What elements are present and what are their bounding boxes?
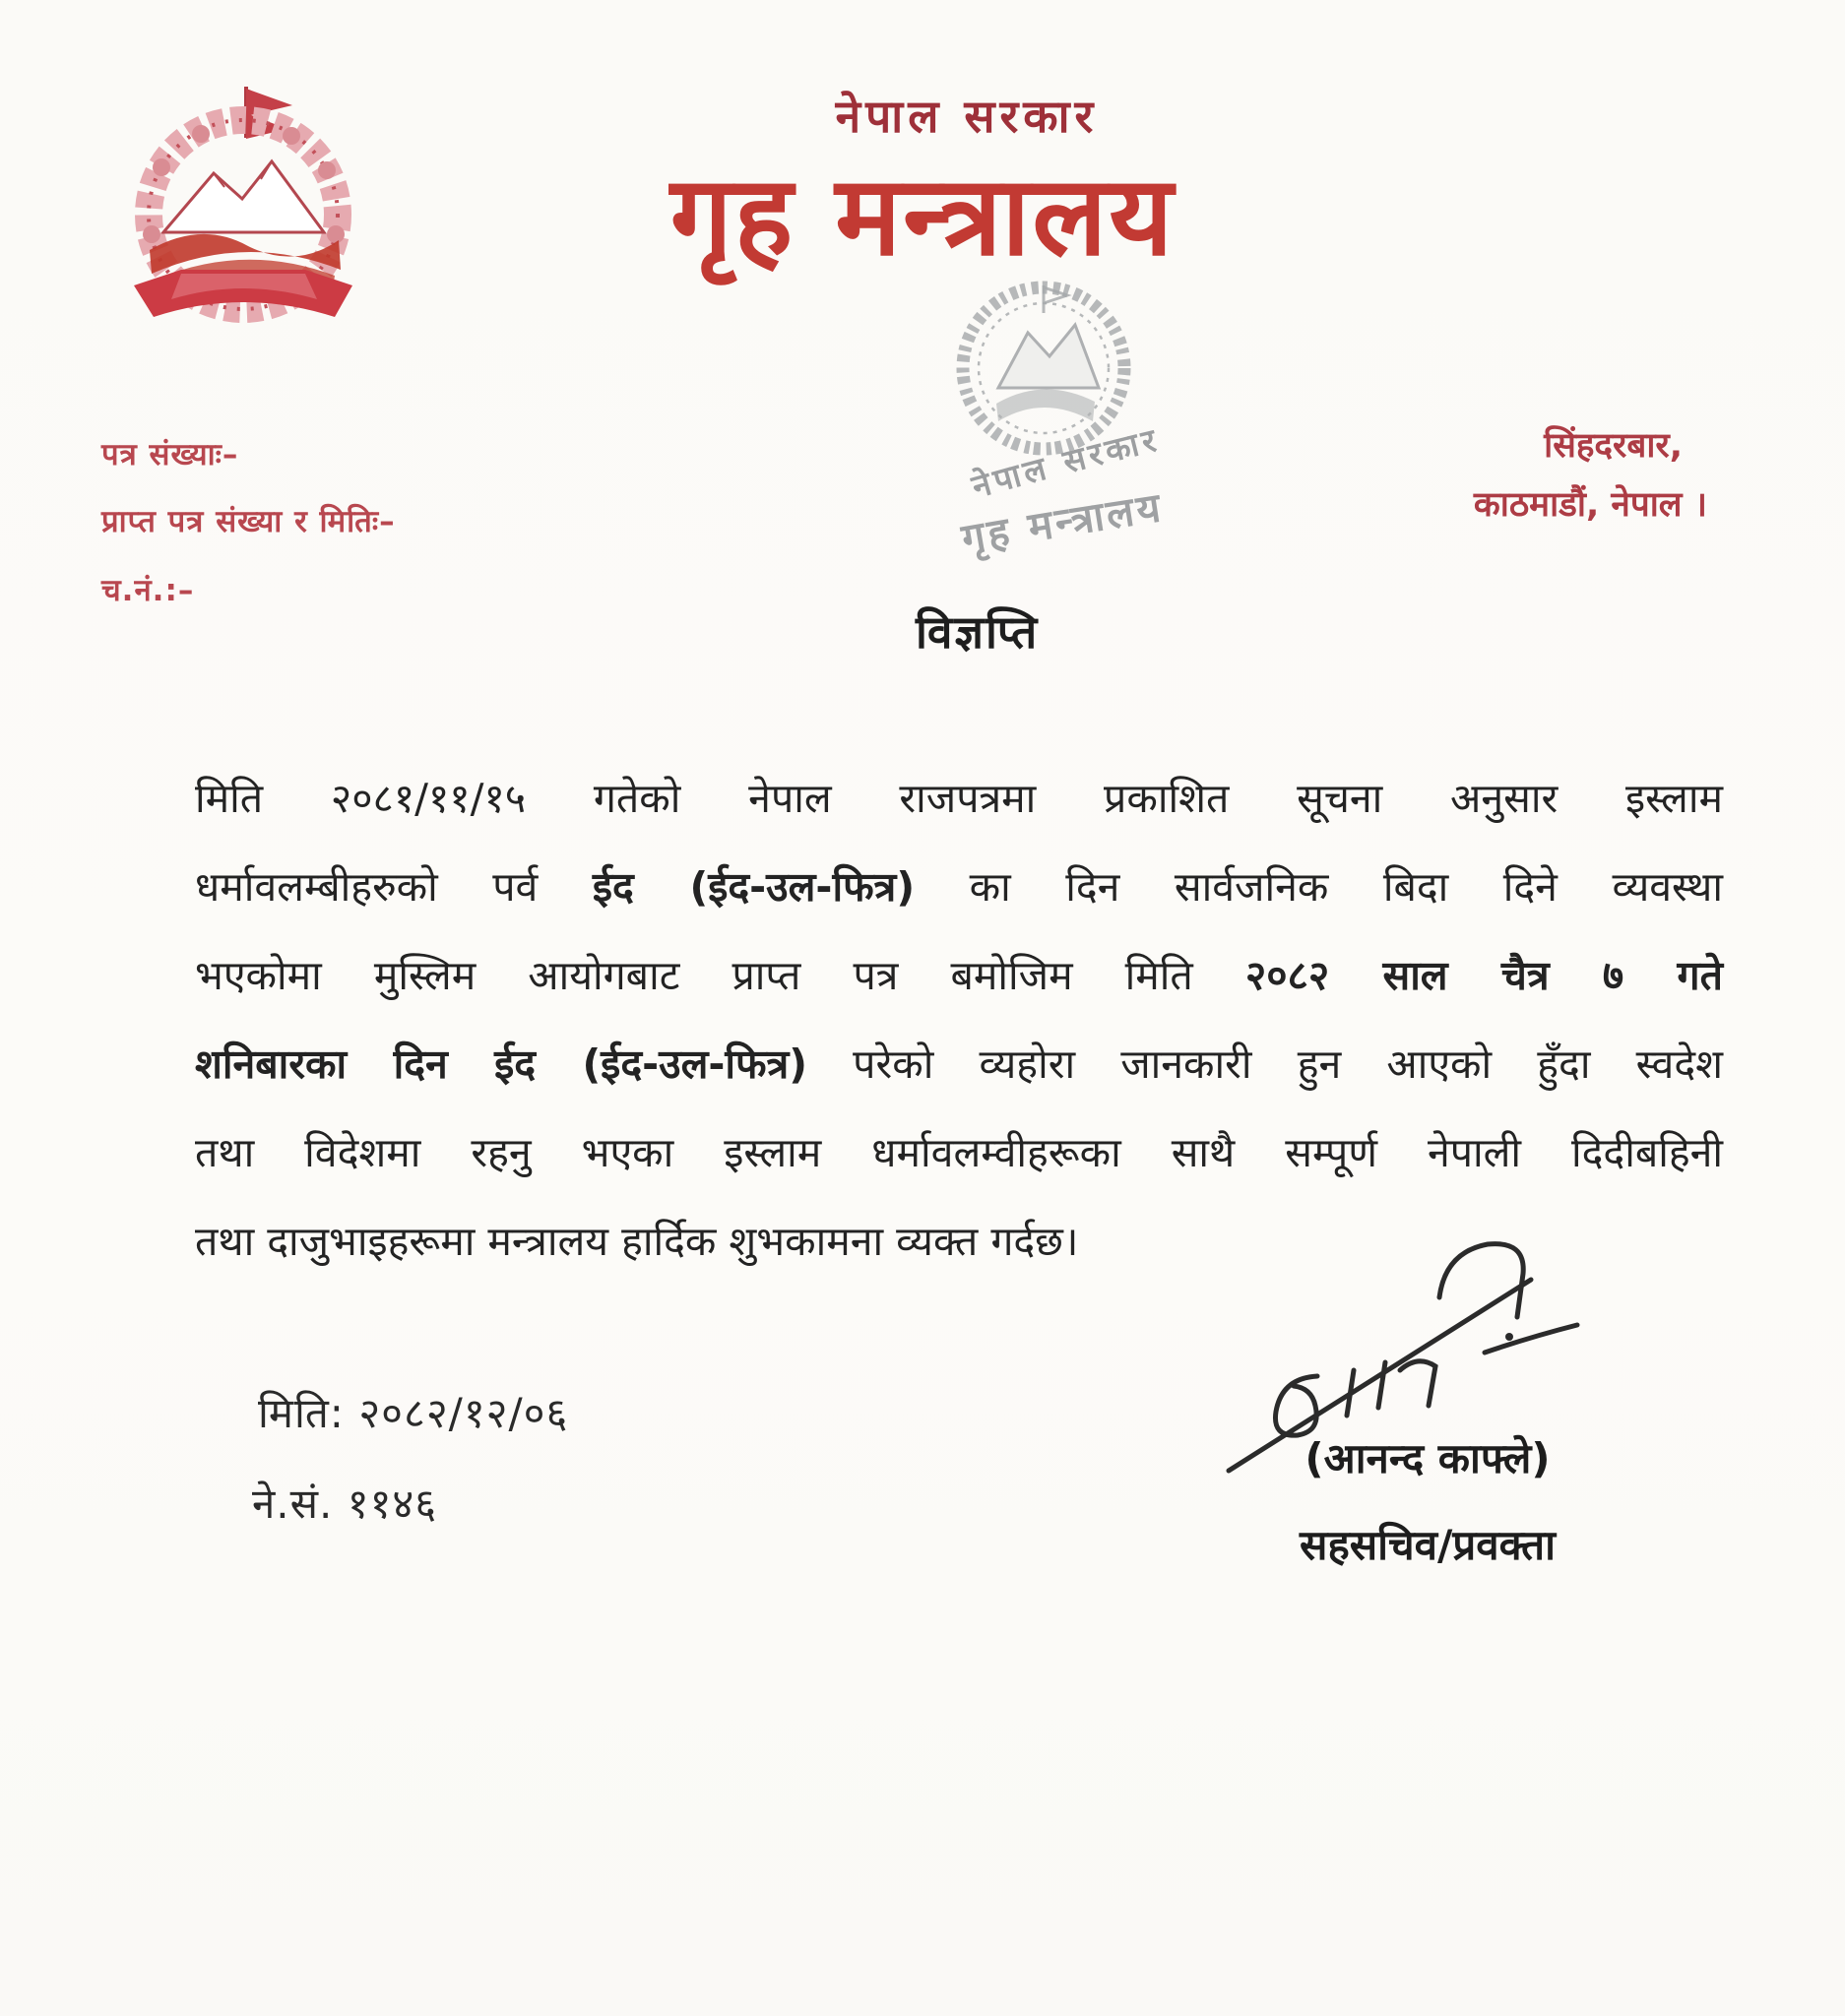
header-ministry-title: गृह मन्त्रालय <box>669 153 1176 281</box>
body-segment: तथा विदेशमा रहनु भएका इस्लाम धर्मावलम्वीहरूका साथै सम्पूर्ण नेपाली दिदीबहिनी <box>195 1129 1723 1176</box>
address-line-1: सिंहदरबार, <box>1544 426 1683 466</box>
body-line <box>195 843 1723 931</box>
address-line-2: काठमाडौं, नेपाल । <box>1473 485 1707 525</box>
body-segment: धर्मावलम्बीहरुको पर्व <box>195 863 593 911</box>
ref-dispatch-number-label: च.नं.:– <box>101 573 195 608</box>
body-line <box>195 1197 1723 1286</box>
signatory-title: सहसचिव/प्रवक्ता <box>1300 1521 1556 1569</box>
footer-era: ने.सं. ११४६ <box>252 1480 438 1528</box>
body-segment: भएकोमा मुस्लिम आयोगबाट प्राप्त पत्र बमोजिम मिति <box>195 952 1245 999</box>
ref-letter-number-label: पत्र संख्याः– <box>101 437 239 472</box>
notice-title: विज्ञप्ति <box>916 605 1040 659</box>
body-line <box>195 1108 1723 1197</box>
body-segment: मिति २०८१/११/१५ गतेको नेपाल राजपत्रमा प्रकाशित सूचना अनुसार इस्लाम <box>195 775 1723 822</box>
signatory-name: (आनन्द काफ्ले) <box>1304 1434 1551 1482</box>
ministry-stamp-icon <box>927 258 1258 569</box>
stamp-text-ministry: गृह मन्त्रालय <box>958 483 1167 563</box>
body-segment: का दिन सार्वजनिक बिदा दिने व्यवस्था <box>915 863 1723 911</box>
ref-received-letter-label: प्राप्त पत्र संख्या र मितिः– <box>101 504 396 539</box>
body-segment: तथा दाजुभाइहरूमा मन्त्रालय हार्दिक शुभकामना व्यक्त गर्दछ। <box>195 1218 1079 1265</box>
body-text <box>195 754 1723 1286</box>
body-segment-bold: ईद (ईद-उल-फित्र) <box>592 863 916 911</box>
stamp-text-government: नेपाल सरकार <box>967 419 1164 506</box>
footer-date: मिति: २०८२/१२/०६ <box>258 1389 569 1437</box>
header-government: नेपाल सरकार <box>835 90 1099 143</box>
body-line <box>195 754 1723 843</box>
body-segment-bold: शनिबारका दिन ईद (ईद-उल-फित्र) <box>195 1040 807 1088</box>
body-line <box>195 931 1723 1020</box>
ministry-stamp-svg <box>927 258 1258 569</box>
body-segment-bold: २०८२ साल चैत्र ७ गते <box>1244 952 1724 999</box>
body-segment: परेको व्यहोरा जानकारी हुन आएको हुँदा स्वदेश <box>807 1040 1724 1088</box>
body-line <box>195 1020 1723 1108</box>
